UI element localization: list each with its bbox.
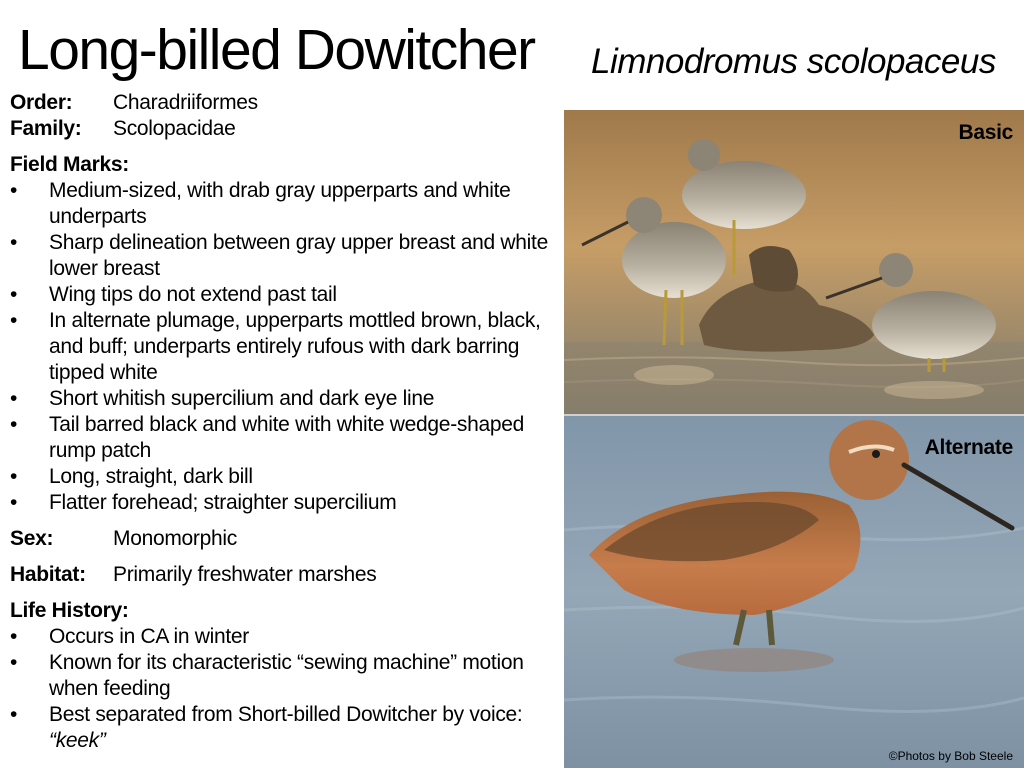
habitat-value: Primarily freshwater marshes bbox=[113, 563, 377, 586]
life-history-item bbox=[10, 702, 555, 754]
field-mark-item: • Wing tips do not extend past tail bbox=[10, 282, 555, 308]
habitat-row bbox=[10, 562, 555, 588]
field-mark-item: • Short whitish supercilium and dark eye line bbox=[10, 386, 555, 412]
order-label: Order: bbox=[10, 91, 73, 114]
sex-label: Sex: bbox=[10, 527, 54, 550]
basic-label: Basic bbox=[958, 121, 1013, 144]
alternate-label: Alternate bbox=[924, 436, 1013, 459]
order-value: Charadriiformes bbox=[113, 91, 258, 114]
life-history-item-text: Best separated from Short-billed Dowitcher by voice: bbox=[49, 703, 523, 726]
sex-row bbox=[10, 526, 555, 552]
order-row bbox=[10, 90, 555, 116]
field-mark-item: • Medium-sized, with drab gray upperparts and white underparts bbox=[10, 178, 555, 230]
family-value: Scolopacidae bbox=[113, 117, 236, 140]
basic-plumage-photo bbox=[564, 110, 1024, 414]
voice-call: “keek” bbox=[49, 729, 106, 752]
habitat-label: Habitat: bbox=[10, 563, 86, 586]
field-mark-item: • Tail barred black and white with white wedge-shaped rump patch bbox=[10, 412, 555, 464]
family-row bbox=[10, 116, 555, 142]
field-marks-list bbox=[10, 178, 555, 516]
field-mark-item: • Sharp delineation between gray upper breast and white lower breast bbox=[10, 230, 555, 282]
alternate-plumage-photo bbox=[564, 416, 1024, 768]
field-mark-item: • In alternate plumage, upperparts mottled brown, black, and buff; underparts entirely rufous with dark barring tipped white bbox=[10, 308, 555, 386]
life-history-item: • Known for its characteristic “sewing machine” motion when feeding bbox=[10, 650, 555, 702]
life-history-list bbox=[10, 624, 555, 754]
photo-panel bbox=[564, 110, 1024, 768]
field-mark-item: • Flatter forehead; straighter supercilium bbox=[10, 490, 555, 516]
scientific-name: Limnodromus scolopaceus bbox=[591, 42, 996, 81]
page-title: Long-billed Dowitcher bbox=[18, 18, 535, 82]
sex-value: Monomorphic bbox=[113, 527, 237, 550]
life-history-heading: Life History: bbox=[10, 599, 129, 622]
life-history-item: • Occurs in CA in winter bbox=[10, 624, 555, 650]
species-info bbox=[10, 90, 555, 754]
field-marks-heading: Field Marks: bbox=[10, 153, 129, 176]
family-label: Family: bbox=[10, 117, 82, 140]
field-mark-item: • Long, straight, dark bill bbox=[10, 464, 555, 490]
photo-credit: ©Photos by Bob Steele bbox=[888, 749, 1013, 763]
